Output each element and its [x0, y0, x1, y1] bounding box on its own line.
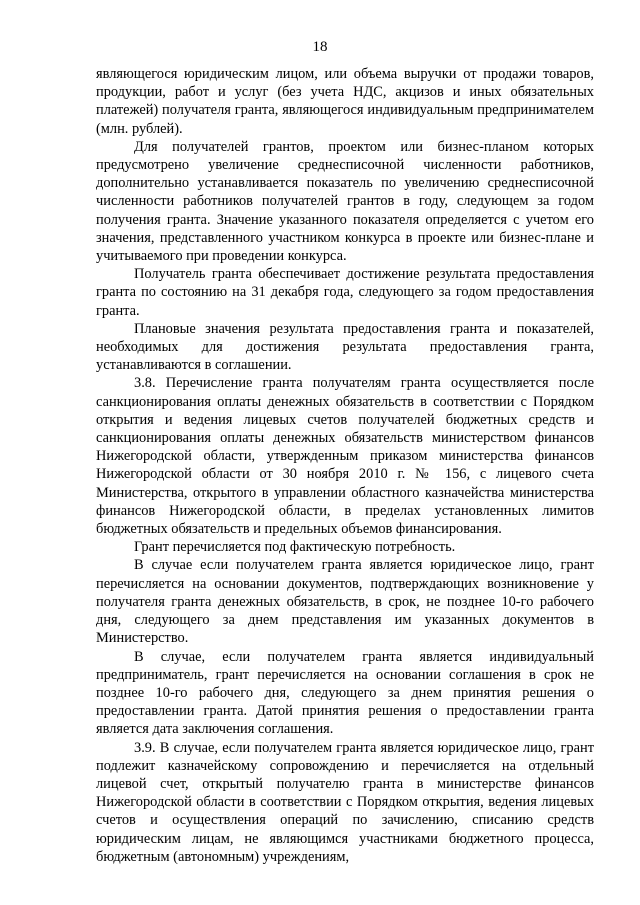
paragraph-legal-entity-transfer: В случае если получателем гранта является юридическое лицо, грант перечисляется на основании документов, подтверждающих возникновение у получателя гранта денежных обязательств, в срок, не позднее 10-го рабочего дня, следующего за днем представления им указанных документов в Министерство. — [96, 557, 594, 647]
paragraph-employee-indicator: Для получателей грантов, проектом или бизнес-планом которых предусмотрено увеличение среднесписочной численности работников, дополнительно устанавливается показатель по увеличению среднесписочной численности работников получателей грантов в году, следующем за годом получения гранта. Значение указанного показателя определяется с учетом его значения, представленного участником конкурса в проекте или бизнес-плане и учитываемого при проведении конкурса. — [96, 138, 594, 265]
page-number: 18 — [312, 39, 328, 55]
paragraph-actual-need: Грант перечисляется под фактическую потребность. — [134, 539, 456, 556]
paragraph-continuation: являющегося юридическим лицом, или объема выручки от продажи товаров, продукции, работ и услуг (без учета НДС, акцизов и иных обязательных платежей) получателя гранта, являющегося индивидуальным предпринимателем (млн. рублей). — [96, 66, 594, 137]
paragraph-result-deadline: Получатель гранта обеспечивает достижение результата предоставления гранта по состоянию на 31 декабря года, следующего за годом предоставления гранта. — [96, 266, 594, 319]
document-body — [96, 65, 594, 866]
paragraph-entrepreneur-transfer: В случае, если получателем гранта является индивидуальный предприниматель, грант перечисляется на основании соглашения в срок не позднее 10-го рабочего дня, следующего за днем принятия решения о предоставлении гранта. Датой принятия решения о предоставлении гранта является дата заключения соглашения. — [96, 648, 594, 738]
paragraph-section-3-9: 3.9. В случае, если получателем гранта является юридическое лицо, грант подлежит казначейскому сопровождению и перечисляется на отдельный лицевой счет, открытый получателю гранта в министерстве финансов Нижегородской области в соответствии с Порядком открытия, ведения лицевых счетов и осуществления операций по зачислению, списанию средств юридическим лицам, не являющимся участниками бюджетного процесса, бюджетным (автономным) учреждениям, — [96, 739, 594, 865]
paragraph-section-3-8: 3.8. Перечисление гранта получателям гранта осуществляется после санкционирования оплаты денежных обязательств в соответствии с Порядком открытия и ведения лицевых счетов получателей бюджетных средств и санкционирования оплаты денежных обязательств министерством финансов Нижегородской области, утвержденным приказом министерства финансов Нижегородской области от 30 ноября 2010 г. № 156, с лицевого счета Министерства, открытого в управлении областного казначейства министерства финансов Нижегородской области, в пределах установленных лимитов бюджетных обязательств и предельных объемов финансирования. — [96, 375, 594, 538]
paragraph-planned-values: Плановые значения результата предоставления гранта и показателей, необходимых для достижения результата предоставления гранта, устанавливаются в соглашении. — [96, 320, 594, 374]
